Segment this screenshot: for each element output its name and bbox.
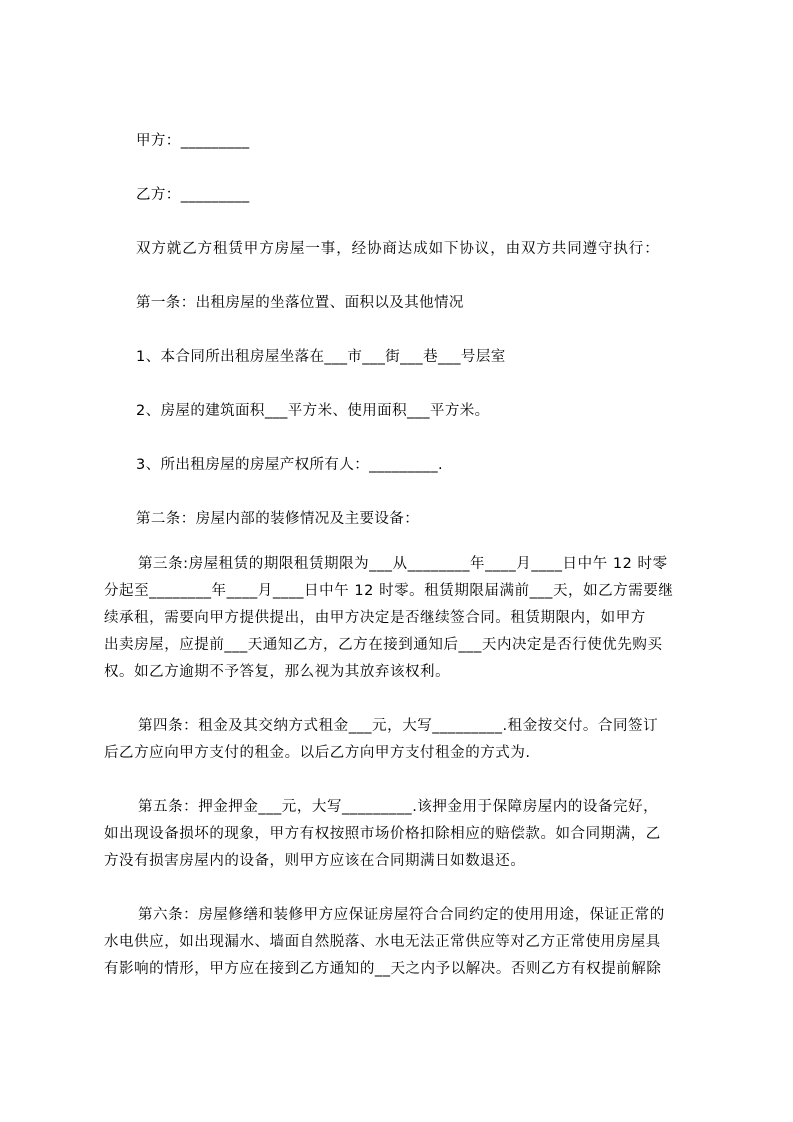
article-5-paragraph [104, 794, 679, 875]
article-3-line: 第三条:房屋租赁的期限租赁期限为___从________年____月____日中午 12 时零 [138, 556, 668, 572]
article-1-item-3: 3、所出租房屋的房屋产权所有人：_________. [136, 457, 443, 473]
article-2-title: 第二条：房屋内部的装修情况及主要设备： [136, 511, 420, 527]
article-4-line: 后乙方应向甲方支付的租金。以后乙方向甲方支付租金的方式为. [104, 745, 531, 761]
article-1-item-2: 2、房屋的建筑面积___平方米、使用面积___平方米。 [136, 403, 490, 419]
article-1-title: 第一条：出租房屋的坐落位置、面积以及其他情况 [136, 295, 464, 311]
article-5-line: 方没有损害房屋内的设备，则甲方应该在合同期满日如数退还。 [104, 853, 526, 869]
article-4-paragraph [104, 713, 679, 767]
article-3-paragraph [104, 551, 679, 686]
article-6-line: 第六条：房屋修缮和装修甲方应保证房屋符合合同约定的使用用途，保证正常的 [138, 907, 665, 923]
party-b-line: 乙方：_________ [136, 187, 250, 203]
article-6-line: 有影响的情形，甲方应在接到乙方通知的__天之内予以解决。否则乙方有权提前解除 [104, 961, 662, 977]
article-3-line: 续承租，需要向甲方提供提出，由甲方决定是否继续签合同。租赁期限内，如甲方 [104, 610, 646, 626]
article-5-line: 第五条：押金押金___元，大写_________.该押金用于保障房屋内的设备完好， [138, 799, 659, 815]
article-4-line: 第四条：租金及其交纳方式租金___元，大写_________.租金按交付。合同签订 [138, 718, 659, 734]
intro-paragraph: 双方就乙方租赁甲方房屋一事，经协商达成如下协议，由双方共同遵守执行： [136, 241, 660, 257]
article-6-paragraph [104, 902, 679, 983]
article-6-line: 水电供应，如出现漏水、墙面自然脱落、水电无法正常供应等对乙方正常使用房屋具 [104, 934, 661, 950]
article-3-line: 出卖房屋，应提前___天通知乙方，乙方在接到通知后___天内决定是否行使优先购买 [104, 637, 663, 653]
article-5-line: 如出现设备损坏的现象，甲方有权按照市场价格扣除相应的赔偿款。如合同期满，乙 [104, 826, 661, 842]
article-1-item-1: 1、本合同所出租房屋坐落在___市___街___巷___号层室 [136, 349, 506, 365]
party-a-line: 甲方：_________ [136, 133, 250, 149]
article-3-line: 分起至________年____月____日中午 12 时零。租赁期限届满前___天，如乙方需要继 [104, 583, 674, 599]
article-3-line: 权。如乙方逾期不予答复，那么视为其放弃该权利。 [104, 664, 451, 680]
